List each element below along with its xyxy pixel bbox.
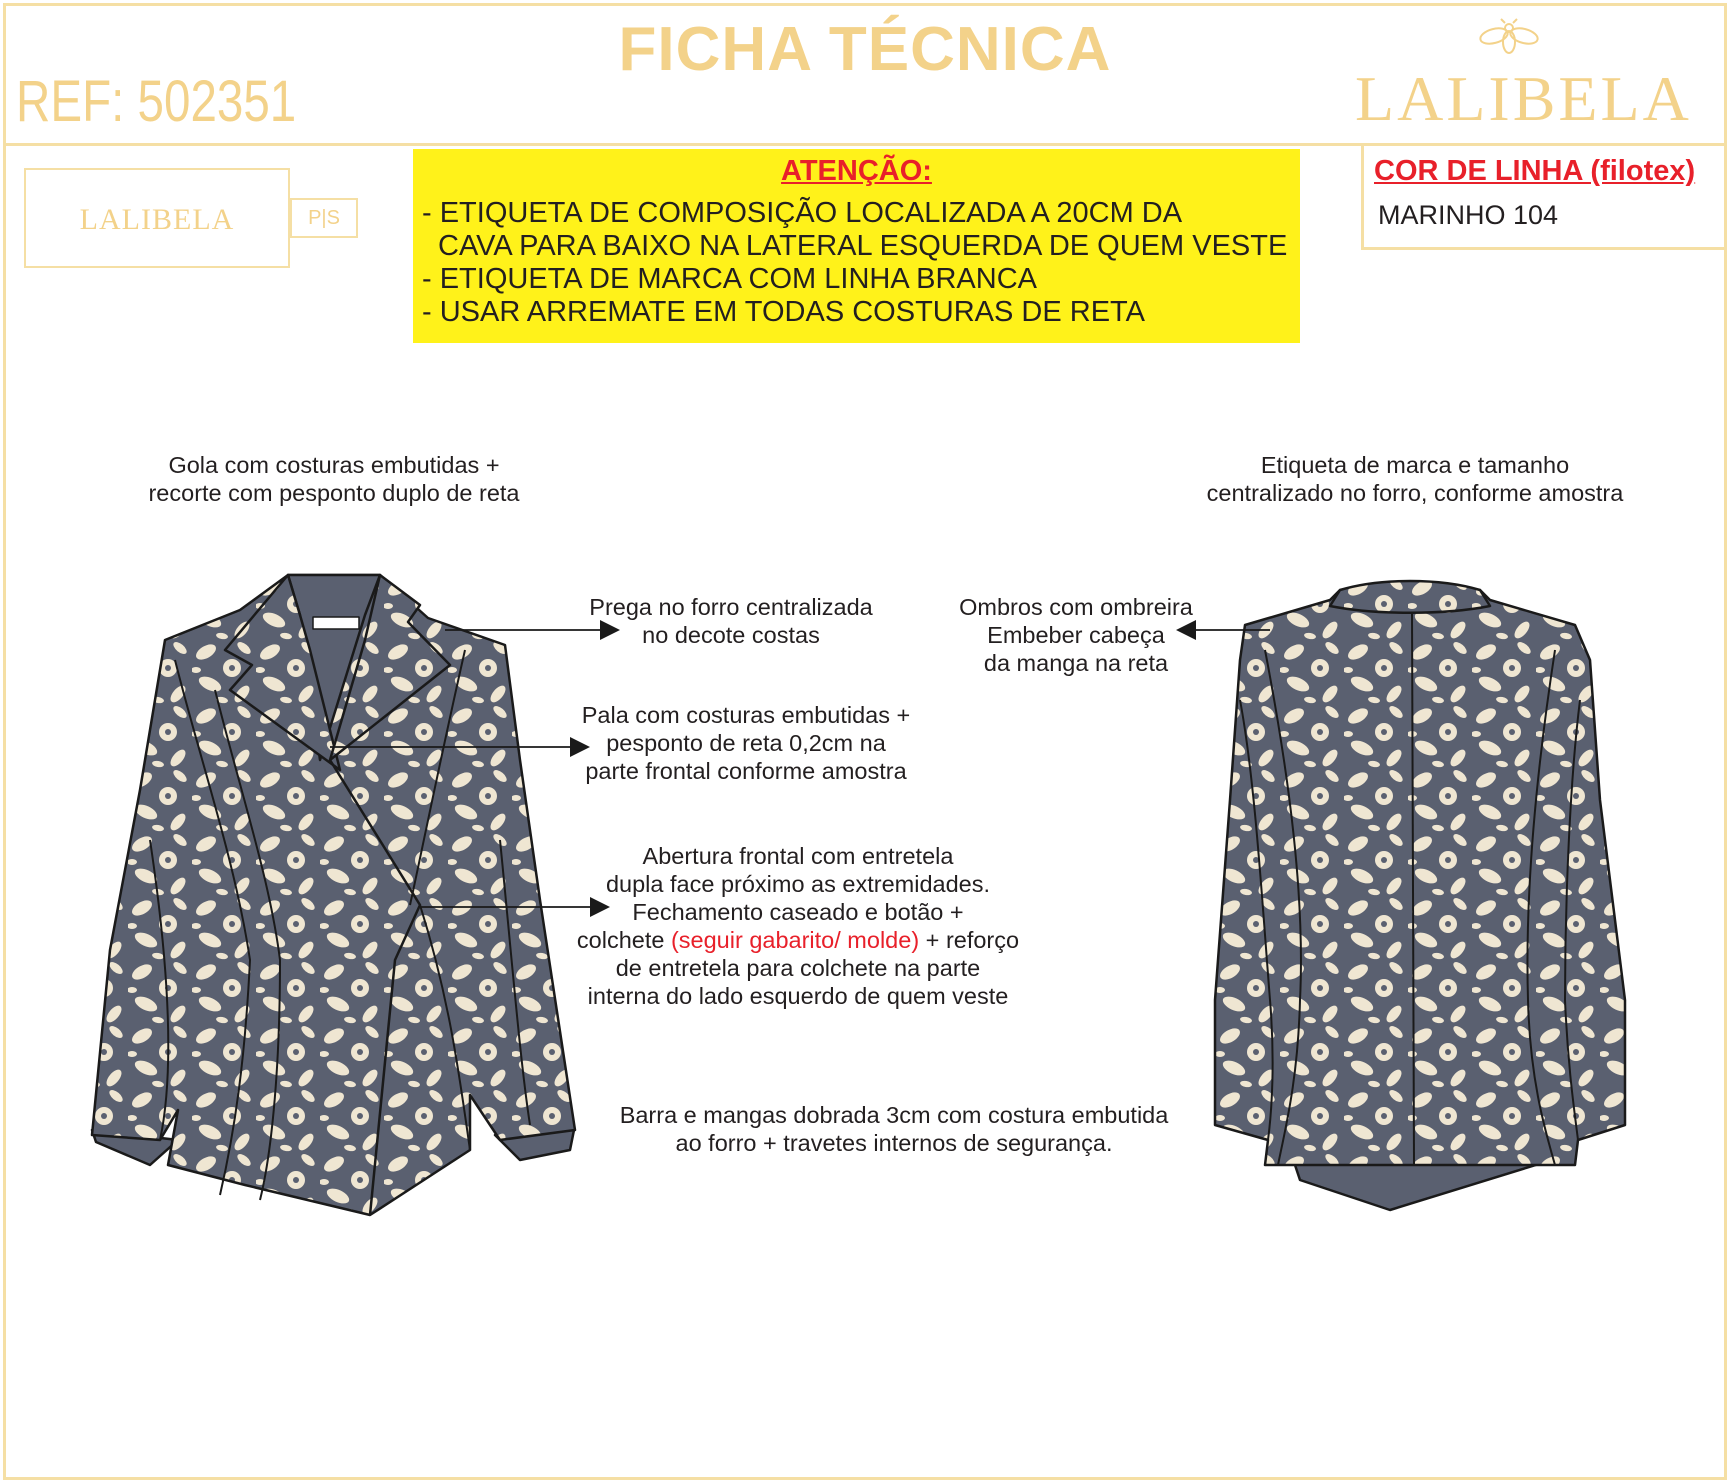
page-title: FICHA TÉCNICA — [618, 15, 1112, 84]
size-label-sample: P|S — [290, 198, 358, 238]
brand-logo: LALIBELA — [1355, 63, 1692, 134]
note-red-text: (seguir gabarito/ molde) — [670, 927, 920, 953]
note-line: Etiqueta de marca e tamanho — [1260, 452, 1570, 478]
brand-label-sample: LALIBELA — [24, 168, 290, 268]
back-view-jacket — [1215, 581, 1625, 1210]
shoulders-note — [944, 593, 1208, 677]
note-line: de entretela para colchete na parte — [615, 955, 981, 981]
note-line — [556, 926, 1040, 954]
note-text: + reforço — [919, 927, 1020, 953]
attention-line: - USAR ARREMATE EM TODAS COSTURAS DE RETA — [422, 296, 1145, 328]
note-line: Pala com costuras embutidas + — [581, 702, 911, 728]
attention-line: CAVA PARA BAIXO NA LATERAL ESQUERDA DE QUEM VESTE — [438, 230, 1288, 262]
note-line: Gola com costuras embutidas + — [168, 452, 500, 478]
note-line: parte frontal conforme amostra — [585, 758, 907, 784]
opening-note — [556, 842, 1040, 1010]
attention-line: - ETIQUETA DE COMPOSIÇÃO LOCALIZADA A 20CM DA — [422, 197, 1183, 229]
note-line: Barra e mangas dobrada 3cm com costura embutida — [619, 1102, 1169, 1128]
note-line: ao forro + travetes internos de segurança. — [675, 1130, 1113, 1156]
pleat-note — [578, 593, 884, 649]
reference-code: REF: 502351 — [16, 69, 297, 134]
note-line: interna do lado esquerdo de quem veste — [587, 983, 1009, 1009]
note-line: recorte com pesponto duplo de reta — [148, 480, 520, 506]
back-label-note — [1184, 451, 1646, 507]
hem-note — [594, 1101, 1194, 1157]
note-line: da manga na reta — [983, 650, 1169, 676]
note-text: colchete — [576, 927, 671, 953]
note-line: Ombros com ombreira — [959, 594, 1193, 620]
attention-title: ATENÇÃO: — [781, 155, 932, 187]
note-line: Abertura frontal com entretela — [642, 843, 954, 869]
note-line: dupla face próximo as extremidades. — [605, 871, 991, 897]
thread-color-value: MARINHO 104 — [1378, 200, 1559, 230]
note-line: pesponto de reta 0,2cm na — [606, 730, 886, 756]
note-line: Prega no forro centralizada — [589, 594, 873, 620]
yoke-note — [568, 701, 924, 785]
front-view-jacket — [92, 575, 575, 1215]
collar-note — [122, 451, 546, 507]
note-line: Embeber cabeça — [987, 622, 1165, 648]
thread-color-title: COR DE LINHA (filotex) — [1374, 155, 1696, 187]
attention-line: - ETIQUETA DE MARCA COM LINHA BRANCA — [422, 263, 1038, 295]
note-line: no decote costas — [642, 622, 820, 648]
note-line: Fechamento caseado e botão + — [632, 899, 964, 925]
note-line: centralizado no forro, conforme amostra — [1206, 480, 1624, 506]
